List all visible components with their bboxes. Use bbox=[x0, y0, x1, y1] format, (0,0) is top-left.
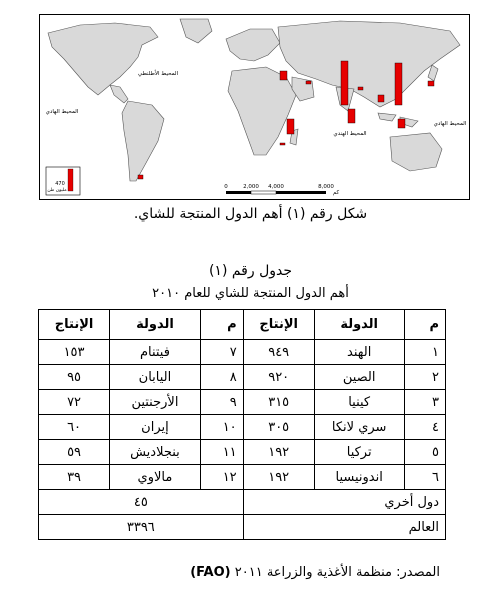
cell-index: ٧ bbox=[200, 340, 243, 365]
bar-sri-lanka bbox=[348, 109, 355, 123]
table-row bbox=[39, 340, 446, 365]
ocean-label-atlantic: المحيط الأطلنطي bbox=[137, 71, 179, 77]
ocean-label-pacific-east: المحيط الهادي bbox=[433, 121, 467, 127]
figure-caption: شكل رقم (١) أهم الدول المنتجة للشاي. bbox=[133, 206, 368, 222]
scale-tick-8000: 8,000 bbox=[318, 184, 334, 190]
cell-index: ٨ bbox=[200, 365, 243, 390]
scale-tick-4000: 4,000 bbox=[268, 184, 284, 190]
bar-china bbox=[395, 63, 402, 105]
cell-country: تركيا bbox=[314, 440, 404, 465]
cell-index: ١٢ bbox=[200, 465, 243, 490]
source-text: المصدر: منظمة الأغذية والزراعة ٢٠١١ bbox=[234, 565, 440, 580]
table-row bbox=[39, 390, 446, 415]
cell-index: ٢ bbox=[404, 365, 445, 390]
cell-production: ١٥٣ bbox=[39, 340, 110, 365]
cell-index: ٩ bbox=[200, 390, 243, 415]
table-header-row bbox=[39, 310, 446, 340]
table-subtitle: أهم الدول المنتجة للشاي للعام ٢٠١٠ bbox=[152, 286, 349, 301]
cell-production: ٥٩ bbox=[39, 440, 110, 465]
cell-index: ٥ bbox=[404, 440, 445, 465]
table-row bbox=[39, 440, 446, 465]
cell-production: ٧٢ bbox=[39, 390, 110, 415]
cell-country: إيران bbox=[110, 415, 201, 440]
bar-kenya bbox=[287, 119, 294, 134]
cell-country: الهند bbox=[314, 340, 404, 365]
source-note bbox=[0, 565, 440, 580]
cell-production: ٣١٥ bbox=[243, 390, 314, 415]
scale-bar bbox=[224, 184, 339, 196]
other-countries-value: ٤٥ bbox=[39, 490, 244, 515]
bar-bangladesh bbox=[358, 87, 363, 90]
cell-country: بنجلاديش bbox=[110, 440, 201, 465]
cell-country: اندونيسيا bbox=[314, 465, 404, 490]
cell-production: ٩٤٩ bbox=[243, 340, 314, 365]
ocean-label-pacific-west: المحيط الهادي bbox=[45, 109, 79, 115]
cell-production: ٣٩ bbox=[39, 465, 110, 490]
table-row bbox=[39, 415, 446, 440]
scale-tick-0: 0 bbox=[224, 184, 228, 190]
header-country-2: الدولة bbox=[110, 310, 201, 340]
header-production: الإنتاج bbox=[243, 310, 314, 340]
scale-tick-2000: 2,000 bbox=[243, 184, 259, 190]
map-legend bbox=[46, 167, 80, 195]
cell-index: ١٠ bbox=[200, 415, 243, 440]
cell-production: ٩٢٠ bbox=[243, 365, 314, 390]
legend-unit: مليون طن bbox=[47, 188, 67, 193]
cell-country: الأرجنتين bbox=[110, 390, 201, 415]
world-value: ٣٣٩٦ bbox=[39, 515, 244, 540]
cell-country: مالاوي bbox=[110, 465, 201, 490]
cell-production: ٦٠ bbox=[39, 415, 110, 440]
header-index: م bbox=[404, 310, 445, 340]
bar-iran bbox=[306, 81, 311, 84]
bar-india bbox=[341, 61, 348, 105]
table-row-other bbox=[39, 490, 446, 515]
ocean-label-indian: المحيط الهندي bbox=[333, 131, 367, 137]
scale-unit: كم bbox=[332, 190, 340, 196]
cell-index: ١١ bbox=[200, 440, 243, 465]
source-abbr: (FAO) bbox=[190, 565, 231, 580]
world-map-graphic bbox=[40, 15, 470, 200]
other-countries-label: دول أخري bbox=[243, 490, 445, 515]
table-title: جدول رقم (١) bbox=[208, 263, 293, 279]
tea-production-table bbox=[38, 309, 446, 540]
header-production-2: الإنتاج bbox=[39, 310, 110, 340]
table-row-world bbox=[39, 515, 446, 540]
cell-country: كينيا bbox=[314, 390, 404, 415]
header-country: الدولة bbox=[314, 310, 404, 340]
cell-production: ٩٥ bbox=[39, 365, 110, 390]
cell-country: فيتنام bbox=[110, 340, 201, 365]
cell-production: ٣٠٥ bbox=[243, 415, 314, 440]
world-label: العالم bbox=[243, 515, 445, 540]
cell-index: ٣ bbox=[404, 390, 445, 415]
table-row bbox=[39, 465, 446, 490]
bar-vietnam bbox=[378, 95, 384, 102]
bar-turkey bbox=[280, 71, 287, 80]
cell-country: اليابان bbox=[110, 365, 201, 390]
cell-production: ١٩٢ bbox=[243, 465, 314, 490]
cell-country: الصين bbox=[314, 365, 404, 390]
legend-value: 470 bbox=[55, 181, 65, 187]
cell-country: سري لانكا bbox=[314, 415, 404, 440]
header-index-2: م bbox=[200, 310, 243, 340]
cell-index: ٤ bbox=[404, 415, 445, 440]
table-row bbox=[39, 365, 446, 390]
cell-production: ١٩٢ bbox=[243, 440, 314, 465]
bar-malawi bbox=[280, 143, 285, 145]
bar-japan bbox=[428, 81, 434, 86]
cell-index: ٦ bbox=[404, 465, 445, 490]
bar-argentina bbox=[138, 175, 143, 179]
bar-indonesia bbox=[398, 119, 405, 128]
tea-production-map bbox=[39, 14, 470, 200]
cell-index: ١ bbox=[404, 340, 445, 365]
